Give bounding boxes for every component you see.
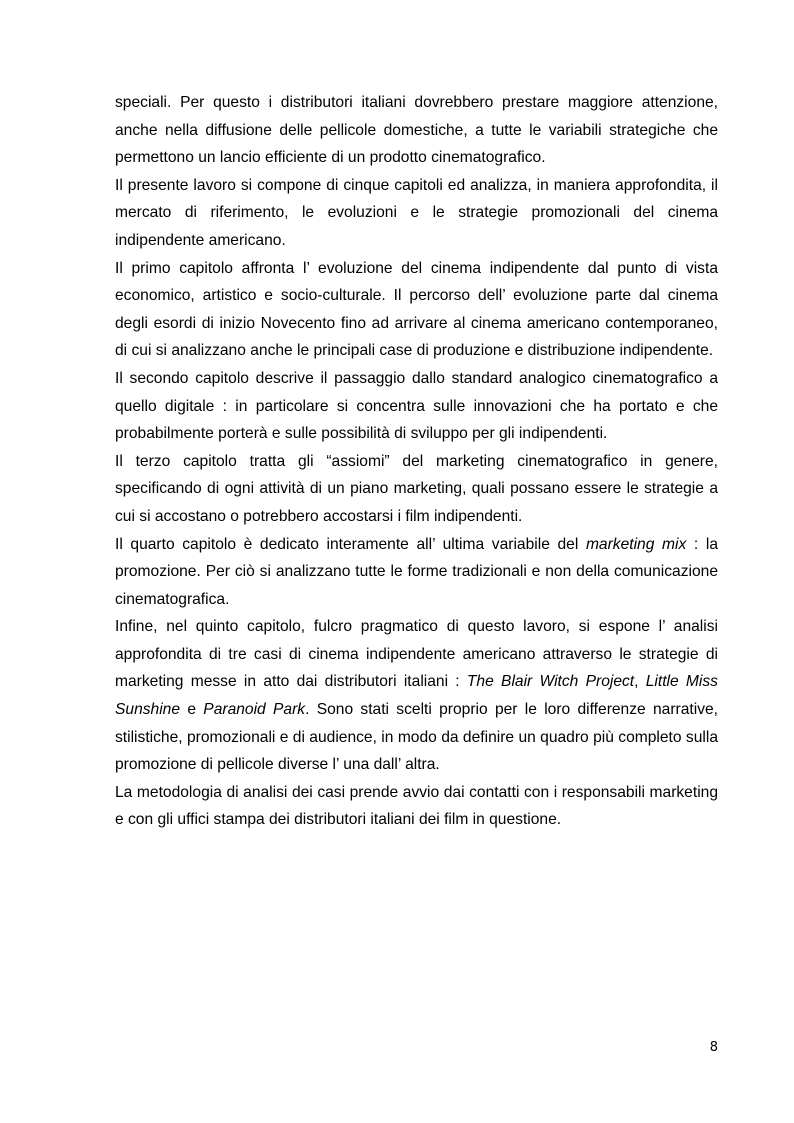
text-segment: . Sono stati scelti proprio per le loro differenze narrative, stilistiche, promozionali e di audience, in modo da definire un quadro più completo sulla promozione di pellicole diverse l’ una dall’ altra. [115,701,718,774]
text-segment: Il primo capitolo affronta l’ evoluzione del cinema indipendente dal punto di vista economico, artistico e socio-culturale. Il percorso dell’ evoluzione parte dal cinema degli esordi di inizio Novecento fino ad arrivare al cinema americano contemporaneo, di cui si analizzano anche le principali case di produzione e distribuzione indipendente. [115,259,718,360]
paragraph-3 [115,255,718,365]
text-segment: : la promozione. Per ciò si analizzano tutte le forme tradizionali e non della comunicazione cinematografica. [115,535,718,608]
paragraph-5 [115,448,718,531]
text-segment: La metodologia di analisi dei casi prende avvio dai contatti con i responsabili marketing e con gli uffici stampa dei distributori italiani dei film in questione. [115,783,718,829]
text-segment: Il secondo capitolo descrive il passaggio dallo standard analogico cinematografico a quello digitale : in particolare si concentra sulle innovazioni che ha portato e che probabilmente porterà e sulle possibilità di sviluppo per gli indipendenti. [115,369,718,443]
paragraph-7 [115,613,718,779]
film-title: The Blair Witch Project [466,673,635,691]
text-segment: speciali. Per questo i distributori italiani dovrebbero prestare maggiore attenzione, anche nella diffusione delle pellicole domestiche, a tutte le variabili strategiche che permettono un lancio efficiente di un prodotto cinematografico. [115,94,718,167]
paragraph-1 [115,89,718,172]
text-segment: , [634,673,646,691]
paragraph-8 [115,779,718,834]
paragraph-4 [115,365,718,448]
paragraph-2 [115,172,718,255]
film-title: Paranoid Park [203,701,306,719]
italic-term: marketing mix [585,535,687,553]
text-segment: Il presente lavoro si compone di cinque capitoli ed analizza, in maniera approfondita, il mercato di riferimento, le evoluzioni e le strategie promozionali del cinema indipendente americano. [115,176,718,249]
paragraph-6 [115,531,718,614]
text-segment: Infine, nel quinto capitolo, fulcro pragmatico di questo lavoro, si espone l’ analisi approfondita di tre casi di cinema indipendente americano attraverso le strategie di marketing messe in atto dai distributori italiani : [115,618,718,691]
text-segment: e [180,701,204,719]
body-text [115,89,718,834]
page-number: 8 [709,1040,718,1055]
film-title: Little Miss Sunshine [115,673,718,719]
text-segment: Il quarto capitolo è dedicato interamente all’ ultima variabile del [115,535,586,553]
text-segment: Il terzo capitolo tratta gli “assiomi” del marketing cinematografico in genere, specificando di ogni attività di un piano marketing, quali possano essere le strategie a cui si accostano o potrebbero accostarsi i film indipendenti. [115,452,718,525]
